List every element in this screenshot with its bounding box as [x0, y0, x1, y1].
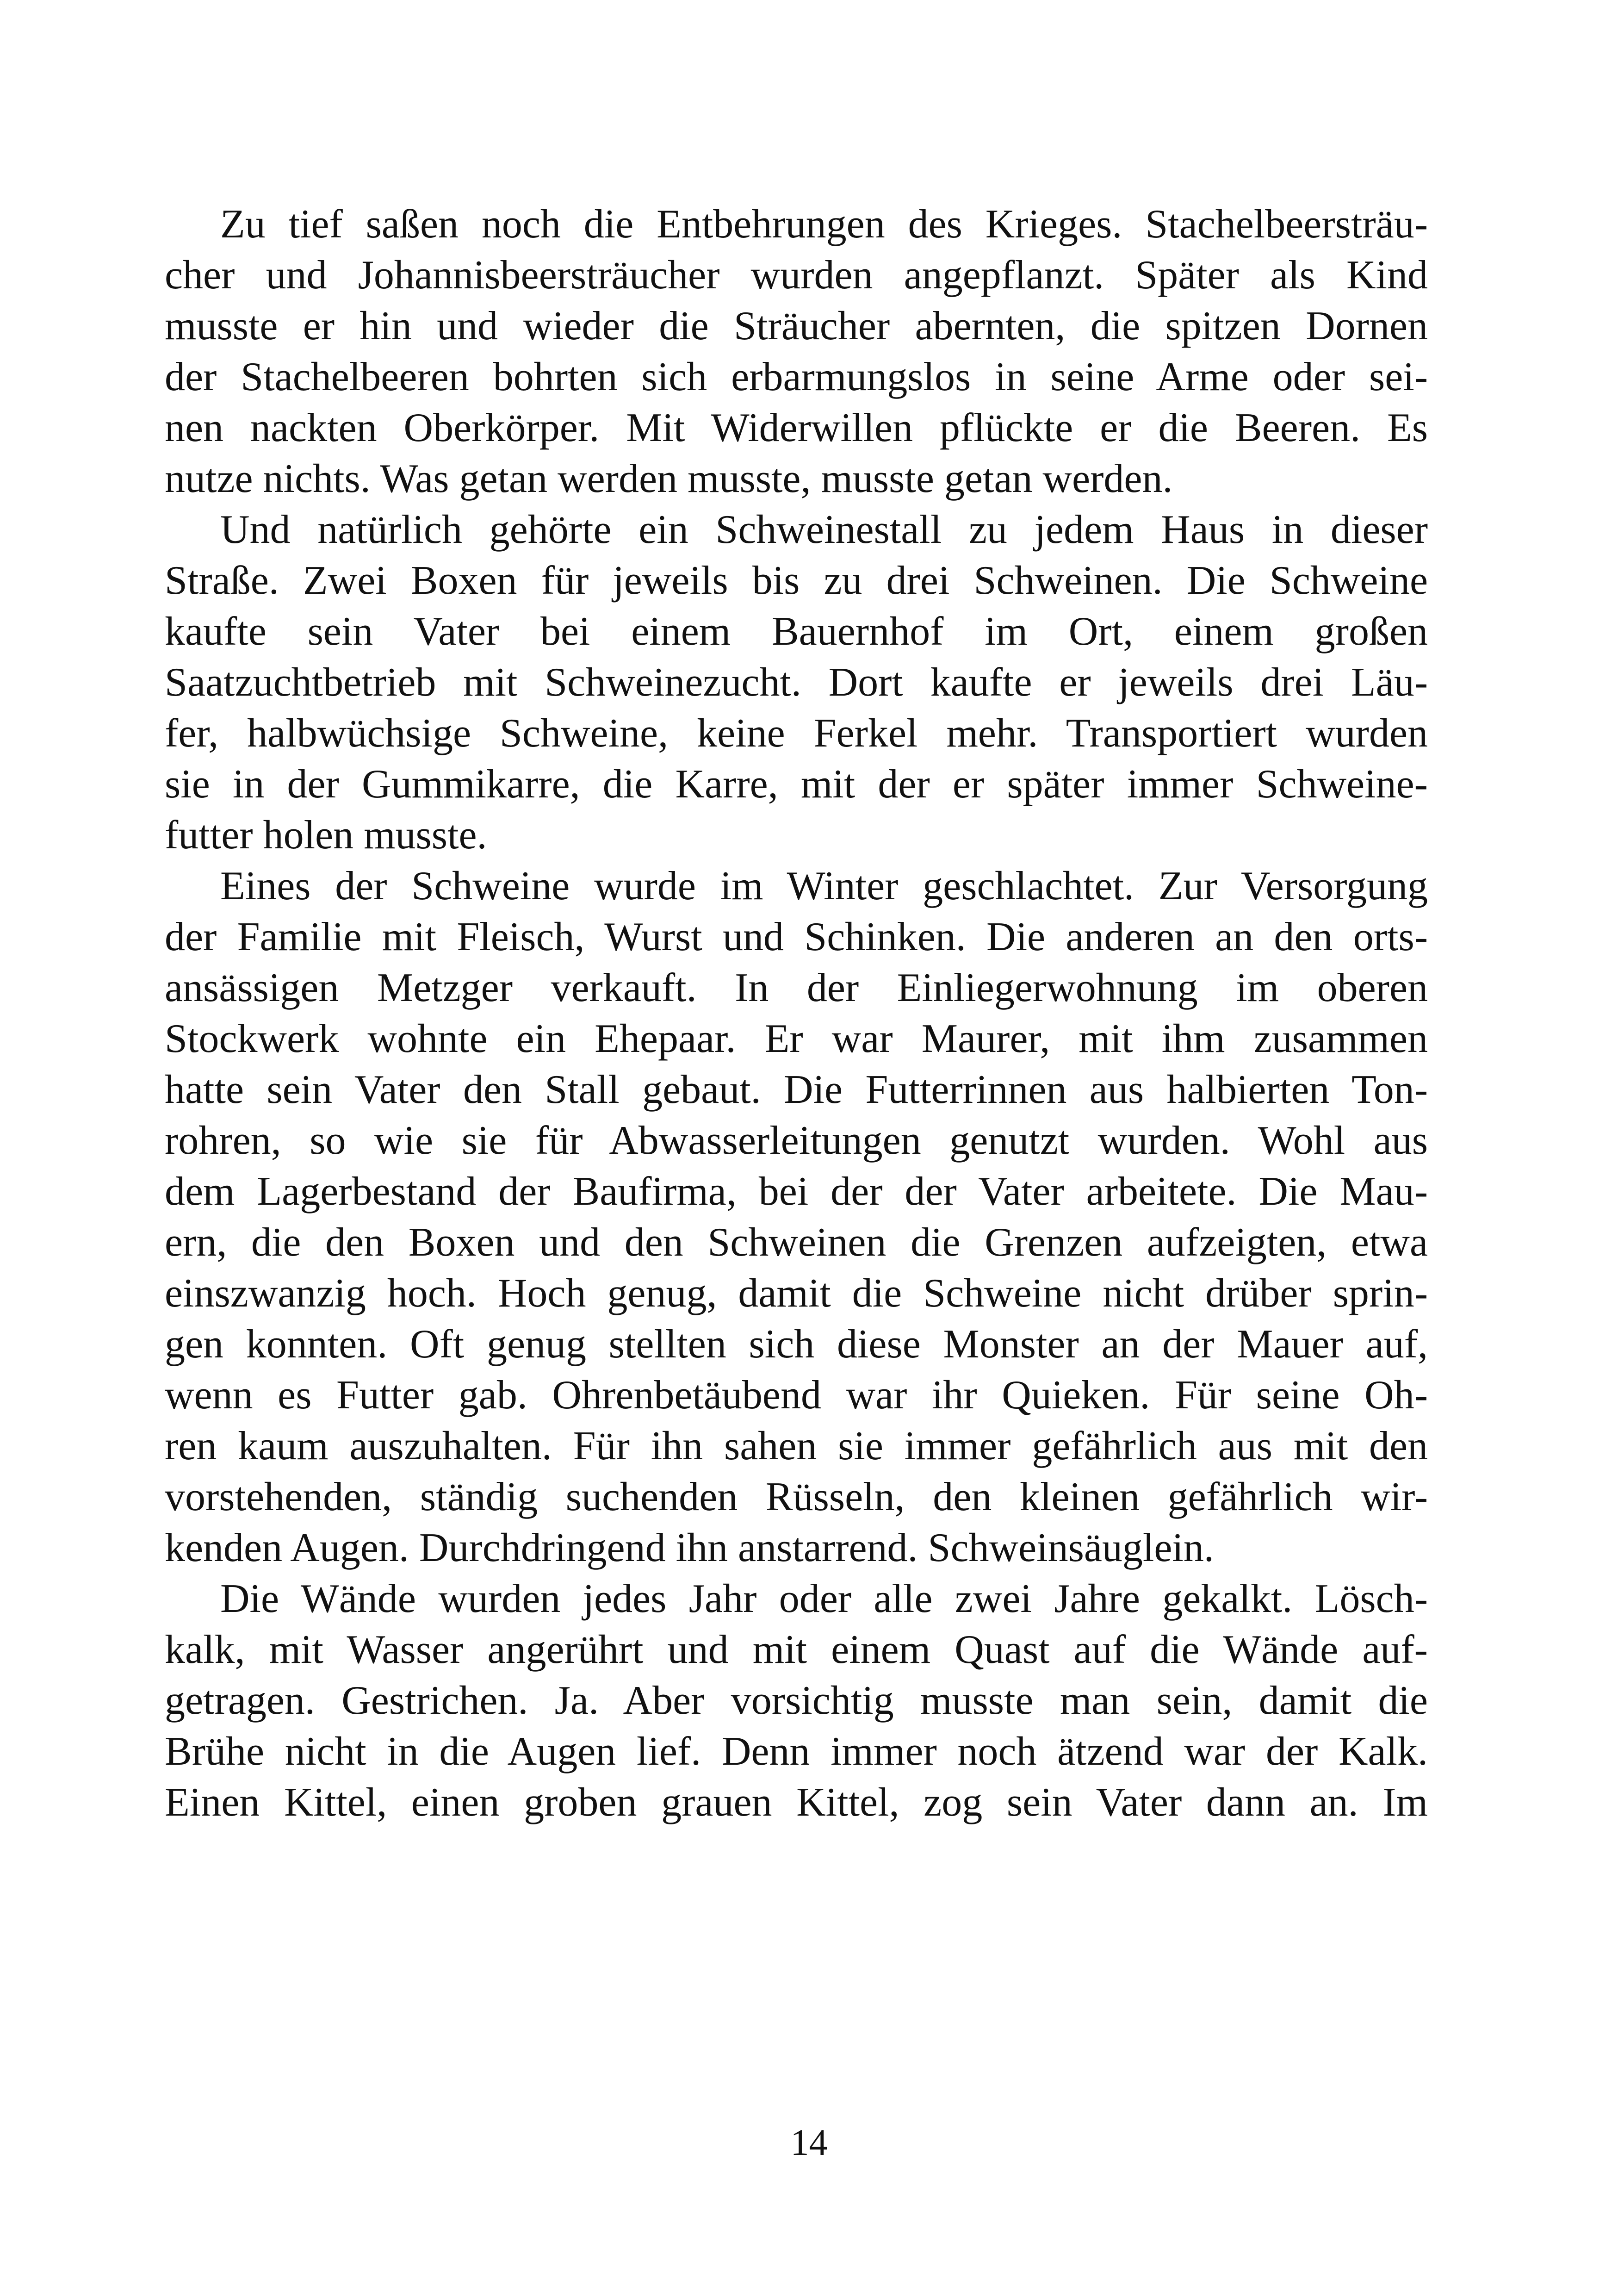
text-line: rohren, so wie sie für Abwasserleitungen genutzt wurden. Wohl aus — [165, 1118, 1428, 1163]
text-line: Saatzuchtbetrieb mit Schweinezucht. Dort kaufte er jeweils drei Läu- — [165, 660, 1428, 705]
body-text — [165, 199, 1428, 1828]
text-line: kalk, mit Wasser angerührt und mit einem Quast auf die Wände auf- — [165, 1627, 1428, 1672]
text-line: Stockwerk wohnte ein Ehepaar. Er war Maurer, mit ihm zusammen — [165, 1016, 1428, 1061]
text-line: Und natürlich gehörte ein Schweinestall zu jedem Haus in dieser — [220, 507, 1428, 552]
text-line: Straße. Zwei Boxen für jeweils bis zu drei Schweinen. Die Schweine — [165, 558, 1428, 603]
text-line: Brühe nicht in die Augen lief. Denn immer noch ätzend war der Kalk. — [165, 1729, 1428, 1774]
text-line: hatte sein Vater den Stall gebaut. Die Futterrinnen aus halbierten Ton- — [165, 1067, 1428, 1112]
text-line: der Stachelbeeren bohrten sich erbarmungslos in seine Arme oder sei- — [165, 355, 1428, 399]
text-line: nutze nichts. Was getan werden musste, musste getan werden. — [165, 456, 1173, 501]
text-line: vorstehenden, ständig suchenden Rüsseln, den kleinen gefährlich wir- — [165, 1475, 1428, 1519]
paragraph-3 — [165, 861, 1428, 1574]
text-line: kaufte sein Vater bei einem Bauernhof im Ort, einem großen — [165, 609, 1428, 654]
text-line: cher und Johannisbeersträucher wurden angepflanzt. Später als Kind — [165, 253, 1428, 298]
text-line: nen nackten Oberkörper. Mit Widerwillen pflückte er die Beeren. Es — [165, 405, 1428, 450]
paragraph-4 — [165, 1574, 1428, 1828]
text-line: ern, die den Boxen und den Schweinen die Grenzen aufzeigten, etwa — [165, 1220, 1428, 1265]
text-line: futter holen musste. — [165, 813, 487, 858]
text-line: fer, halbwüchsige Schweine, keine Ferkel mehr. Transportiert wurden — [165, 711, 1428, 756]
text-line: Die Wände wurden jedes Jahr oder alle zwei Jahre gekalkt. Lösch- — [220, 1576, 1428, 1621]
text-line: ansässigen Metzger verkauft. In der Einliegerwohnung im oberen — [165, 965, 1428, 1010]
text-line: der Familie mit Fleisch, Wurst und Schinken. Die anderen an den orts- — [165, 915, 1428, 959]
text-line: sie in der Gummikarre, die Karre, mit der er später immer Schweine- — [165, 762, 1428, 807]
text-line: dem Lagerbestand der Baufirma, bei der der Vater arbeitete. Die Mau- — [165, 1169, 1428, 1214]
paragraph-2 — [165, 504, 1428, 861]
text-line: getragen. Gestrichen. Ja. Aber vorsichtig musste man sein, damit die — [165, 1678, 1428, 1723]
text-line: kenden Augen. Durchdringend ihn anstarrend. Schweinsäuglein. — [165, 1525, 1214, 1570]
text-line: einszwanzig hoch. Hoch genug, damit die Schweine nicht drüber sprin- — [165, 1271, 1428, 1316]
text-line: Einen Kittel, einen groben grauen Kittel, zog sein Vater dann an. Im — [165, 1780, 1428, 1825]
text-line: Zu tief saßen noch die Entbehrungen des Krieges. Stachelbeersträu- — [220, 202, 1428, 247]
page-number: 14 — [790, 2122, 828, 2163]
text-line: ren kaum auszuhalten. Für ihn sahen sie immer gefährlich aus mit den — [165, 1424, 1428, 1468]
text-line: musste er hin und wieder die Sträucher abernten, die spitzen Dornen — [165, 304, 1428, 348]
paragraph-1 — [165, 199, 1428, 504]
text-line: wenn es Futter gab. Ohrenbetäubend war ihr Quieken. Für seine Oh- — [165, 1373, 1428, 1418]
text-line: gen konnten. Oft genug stellten sich diese Monster an der Mauer auf, — [165, 1322, 1428, 1367]
text-line: Eines der Schweine wurde im Winter geschlachtet. Zur Versorgung — [220, 864, 1428, 908]
